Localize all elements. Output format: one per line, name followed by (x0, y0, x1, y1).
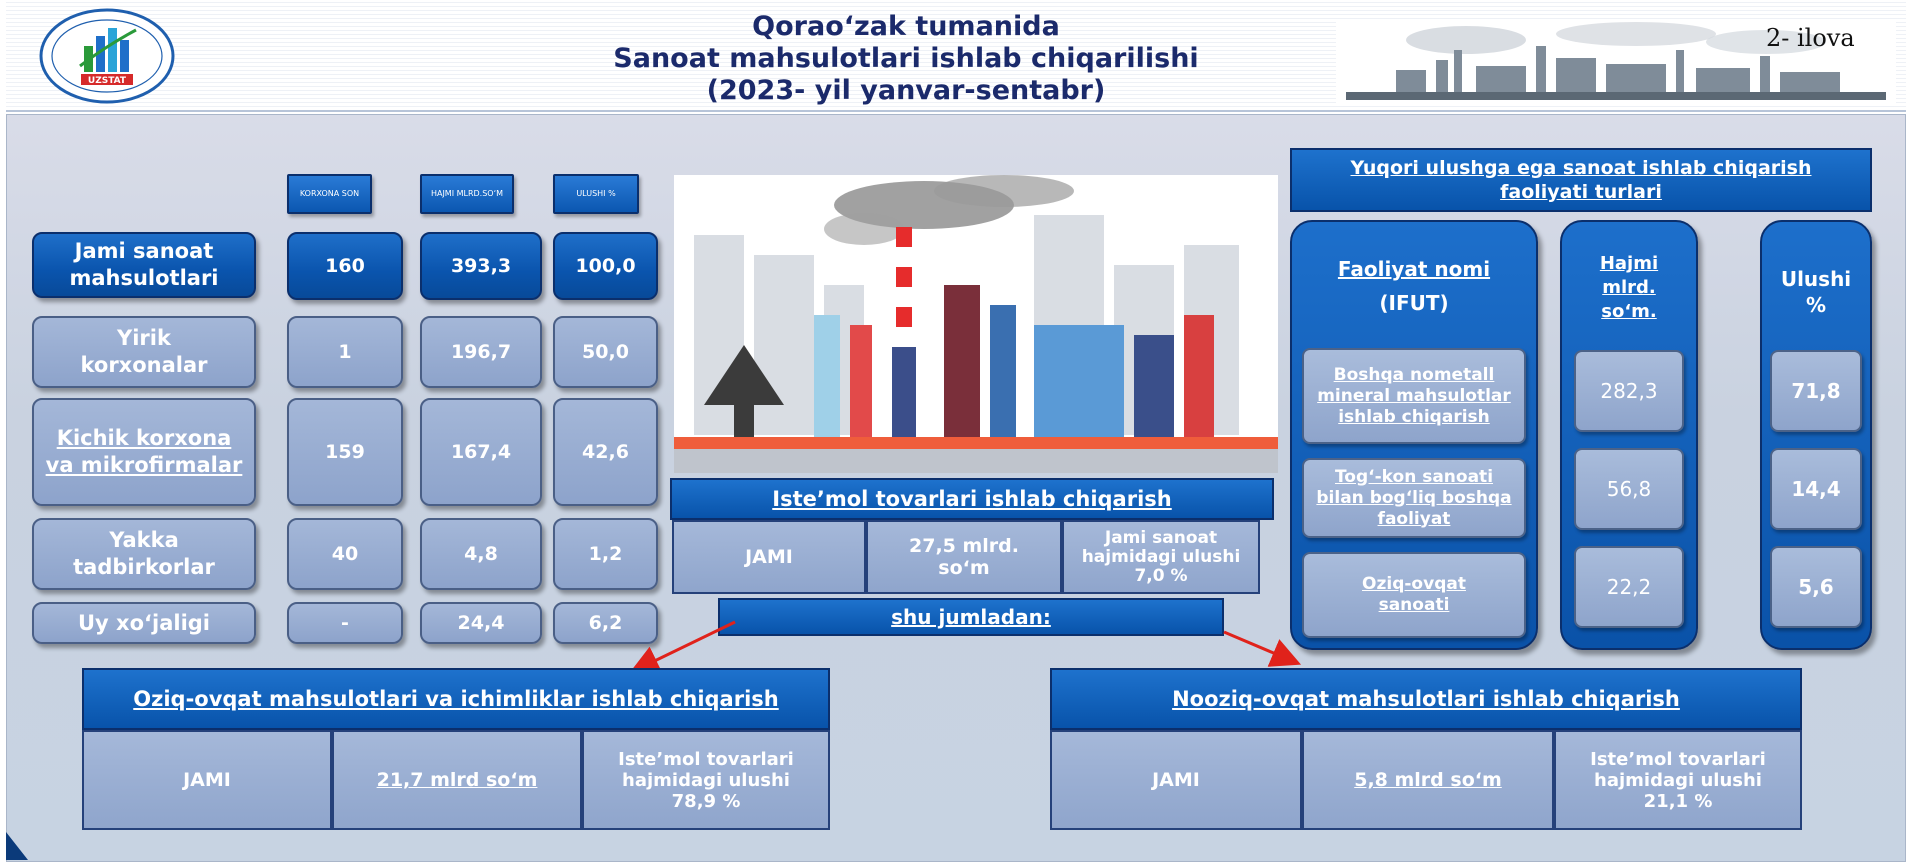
activity-share-1: 71,8 (1770, 350, 1862, 432)
value-small-volume: 167,4 (420, 398, 542, 506)
activity-name-2: Tog‘-kon sanoati bilan bog‘liq boshqa faoliyat (1302, 458, 1526, 538)
header (6, 0, 1906, 112)
nonfood-title: Nooziq-ovqat mahsulotlari ishlab chiqarish (1050, 668, 1802, 730)
activity-name-3: Oziq-ovqat sanoati (1302, 552, 1526, 638)
consumer-total-value: 27,5 mlrd. so‘m (866, 520, 1062, 594)
row-label-small: Kichik korxona va mikrofirmalar (32, 398, 256, 506)
column-header-volume: HAJMI MLRD.SO‘M (420, 174, 514, 214)
value-household-count: - (287, 602, 403, 644)
value-total-volume: 393,3 (420, 232, 542, 300)
uzstat-logo-icon (36, 6, 178, 106)
activity-share-2: 14,4 (1770, 448, 1862, 530)
logo-text: UZSTAT (87, 76, 127, 86)
value-individual-volume: 4,8 (420, 518, 542, 590)
activity-volume-1: 282,3 (1574, 350, 1684, 432)
column-header-count: KORXONA SON (287, 174, 372, 214)
row-label-individual: Yakka tadbirkorlar (32, 518, 256, 590)
consumer-total-label: JAMI (672, 520, 866, 594)
value-household-share: 6,2 (553, 602, 658, 644)
activity-share-3: 5,6 (1770, 546, 1862, 628)
activity-volume-3: 22,2 (1574, 546, 1684, 628)
nonfood-total-label: JAMI (1050, 730, 1302, 830)
value-total-count: 160 (287, 232, 403, 300)
value-large-volume: 196,7 (420, 316, 542, 388)
activity-volume-header: Hajmi mlrd. so‘m. (1599, 253, 1659, 322)
value-individual-count: 40 (287, 518, 403, 590)
consumer-share: Jami sanoat hajmidagi ulushi 7,0 % (1062, 520, 1260, 594)
row-label-total: Jami sanoat mahsulotlari (32, 232, 256, 298)
value-individual-share: 1,2 (553, 518, 658, 590)
corner-decoration (6, 832, 28, 860)
value-household-volume: 24,4 (420, 602, 542, 644)
value-total-share: 100,0 (553, 232, 658, 300)
nonfood-share: Iste’mol tovarlari hajmidagi ulushi 21,1 % (1554, 730, 1802, 830)
food-total-value: 21,7 mlrd so‘m (332, 730, 582, 830)
title-line-3: (2023- yil yanvar-sentabr) (706, 75, 1106, 106)
activity-share-header: Ulushi % (1780, 267, 1852, 317)
including-label: shu jumladan: (718, 598, 1224, 636)
value-large-share: 50,0 (553, 316, 658, 388)
activity-name-1: Boshqa nometall mineral mahsulotlar ishlab chiqarish (1302, 348, 1526, 444)
industrial-plant-icon (674, 175, 1278, 473)
row-label-household: Uy xo‘jaligi (32, 602, 256, 644)
row-label-large: Yirik korxonalar (32, 316, 256, 388)
activity-volume-2: 56,8 (1574, 448, 1684, 530)
top-activities-title: Yuqori ulushga ega sanoat ishlab chiqarish faoliyati turlari (1290, 148, 1872, 212)
consumer-title: Iste’mol tovarlari ishlab chiqarish (670, 478, 1274, 520)
value-small-share: 42,6 (553, 398, 658, 506)
food-title: Oziq-ovqat mahsulotlari va ichimliklar ishlab chiqarish (82, 668, 830, 730)
annex-label: 2- ilova (1766, 24, 1855, 52)
title-line-1: Qorao‘zak tumanida (752, 11, 1060, 42)
title-line-2: Sanoat mahsulotlari ishlab chiqarilishi (613, 43, 1199, 74)
activity-name-header: Faoliyat nomi (1337, 257, 1491, 281)
food-total-label: JAMI (82, 730, 332, 830)
activity-name-subheader: (IFUT) (1379, 291, 1449, 315)
column-header-share: ULUSHI % (553, 174, 639, 214)
value-small-count: 159 (287, 398, 403, 506)
value-large-count: 1 (287, 316, 403, 388)
nonfood-total-value: 5,8 mlrd so‘m (1302, 730, 1554, 830)
food-share: Iste’mol tovarlari hajmidagi ulushi 78,9 % (582, 730, 830, 830)
